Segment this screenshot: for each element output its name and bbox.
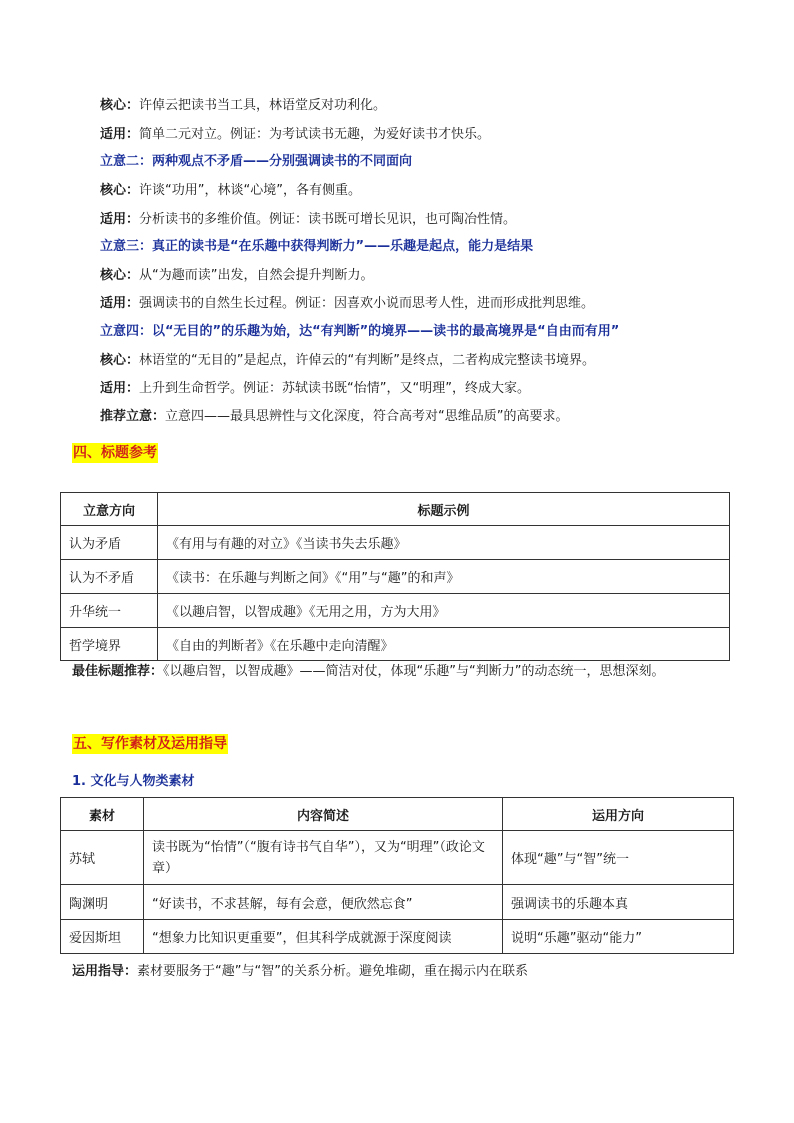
section-heading-materials: 五、写作素材及运用指导: [73, 736, 227, 752]
table-cell: 读书既为“怡情”（“腹有诗书气自华”），又为“明理”（政论文章）: [144, 831, 503, 885]
text-line: 核心：从“为趣而读”出发，自然会提升判断力。: [100, 268, 374, 283]
table-row: [61, 885, 734, 920]
materials-table: [60, 797, 734, 954]
text-line: 核心：许倬云把读书当工具，林语堂反对功利化。: [100, 98, 387, 113]
table-cell: 苏轼: [61, 831, 144, 885]
recommended-argument: 推荐立意：立意四——最具思辨性与文化深度，符合高考对“思维品质”的高要求。: [100, 409, 569, 424]
title-reference-table: [60, 492, 730, 661]
table-cell: 《读书：在乐趣与判断之间》《“用”与“趣”的和声》: [158, 560, 730, 594]
best-title-note: 最佳标题推荐：《以趣启智，以智成趣》——简洁对仗，体现“乐趣”与“判断力”的动态统一，思想深刻。: [72, 664, 665, 679]
table-cell: 《有用与有趣的对立》《当读书失去乐趣》: [158, 526, 730, 560]
argument-heading: 立意二：两种观点不矛盾——分别强调读书的不同面向: [100, 154, 413, 169]
usage-guide-note: 运用指导：素材要服务于“趣”与“智”的关系分析。避免堆砌，重在揭示内在联系: [72, 964, 528, 979]
table-row: [61, 920, 734, 954]
table-header-cell: 内容简述: [144, 798, 503, 831]
table-cell: 爱因斯坦: [61, 920, 144, 954]
table-cell: “好读书，不求甚解，每有会意，便欣然忘食”: [144, 885, 503, 920]
section-heading-titles: 四、标题参考: [73, 445, 157, 461]
table-cell: “想象力比知识更重要”，但其科学成就源于深度阅读: [144, 920, 503, 954]
table-cell: 《以趣启智，以智成趣》《无用之用，方为大用》: [158, 594, 730, 628]
text-line: 适用：分析读书的多维价值。例证：读书既可增长见识，也可陶冶性情。: [100, 212, 517, 227]
table-row: [61, 831, 734, 885]
table-row: [61, 560, 730, 594]
table-header-cell: 素材: [61, 798, 144, 831]
table-cell: 认为不矛盾: [61, 560, 158, 594]
table-cell: 哲学境界: [61, 628, 158, 661]
table-cell: 说明“乐趣”驱动“能力”: [503, 920, 734, 954]
table-cell: 《自由的判断者》《在乐趣中走向清醒》: [158, 628, 730, 661]
table-cell: 体现“趣”与“智”统一: [503, 831, 734, 885]
text-line: 适用：上升到生命哲学。例证：苏轼读书既“怡情”，又“明理”，终成大家。: [100, 381, 530, 396]
text-line: 核心：林语堂的“无目的”是起点，许倬云的“有判断”是终点，二者构成完整读书境界。: [100, 353, 595, 368]
table-header-row: [61, 798, 734, 831]
text-line: 适用：强调读书的自然生长过程。例证：因喜欢小说而思考人性，进而形成批判思维。: [100, 296, 595, 311]
table-cell: 陶渊明: [61, 885, 144, 920]
table-header-cell: 运用方向: [503, 798, 734, 831]
text-line: 适用：简单二元对立。例证：为考试读书无趣，为爱好读书才快乐。: [100, 127, 491, 142]
argument-heading: 立意四：以“无目的”的乐趣为始，达“有判断”的境界——读书的最高境界是“自由而有用”: [100, 324, 620, 339]
table-header-cell: 标题示例: [158, 493, 730, 526]
table-cell: 认为矛盾: [61, 526, 158, 560]
subheading-culture-materials: 1. 文化与人物类素材: [72, 774, 195, 789]
argument-heading: 立意三：真正的读书是“在乐趣中获得判断力”——乐趣是起点，能力是结果: [100, 239, 534, 254]
table-row: [61, 526, 730, 560]
table-cell: 强调读书的乐趣本真: [503, 885, 734, 920]
table-row: [61, 594, 730, 628]
table-row: [61, 628, 730, 661]
table-header-cell: 立意方向: [61, 493, 158, 526]
table-cell: 升华统一: [61, 594, 158, 628]
table-header-row: [61, 493, 730, 526]
text-line: 核心：许谈“功用”，林谈“心境”，各有侧重。: [100, 183, 361, 198]
